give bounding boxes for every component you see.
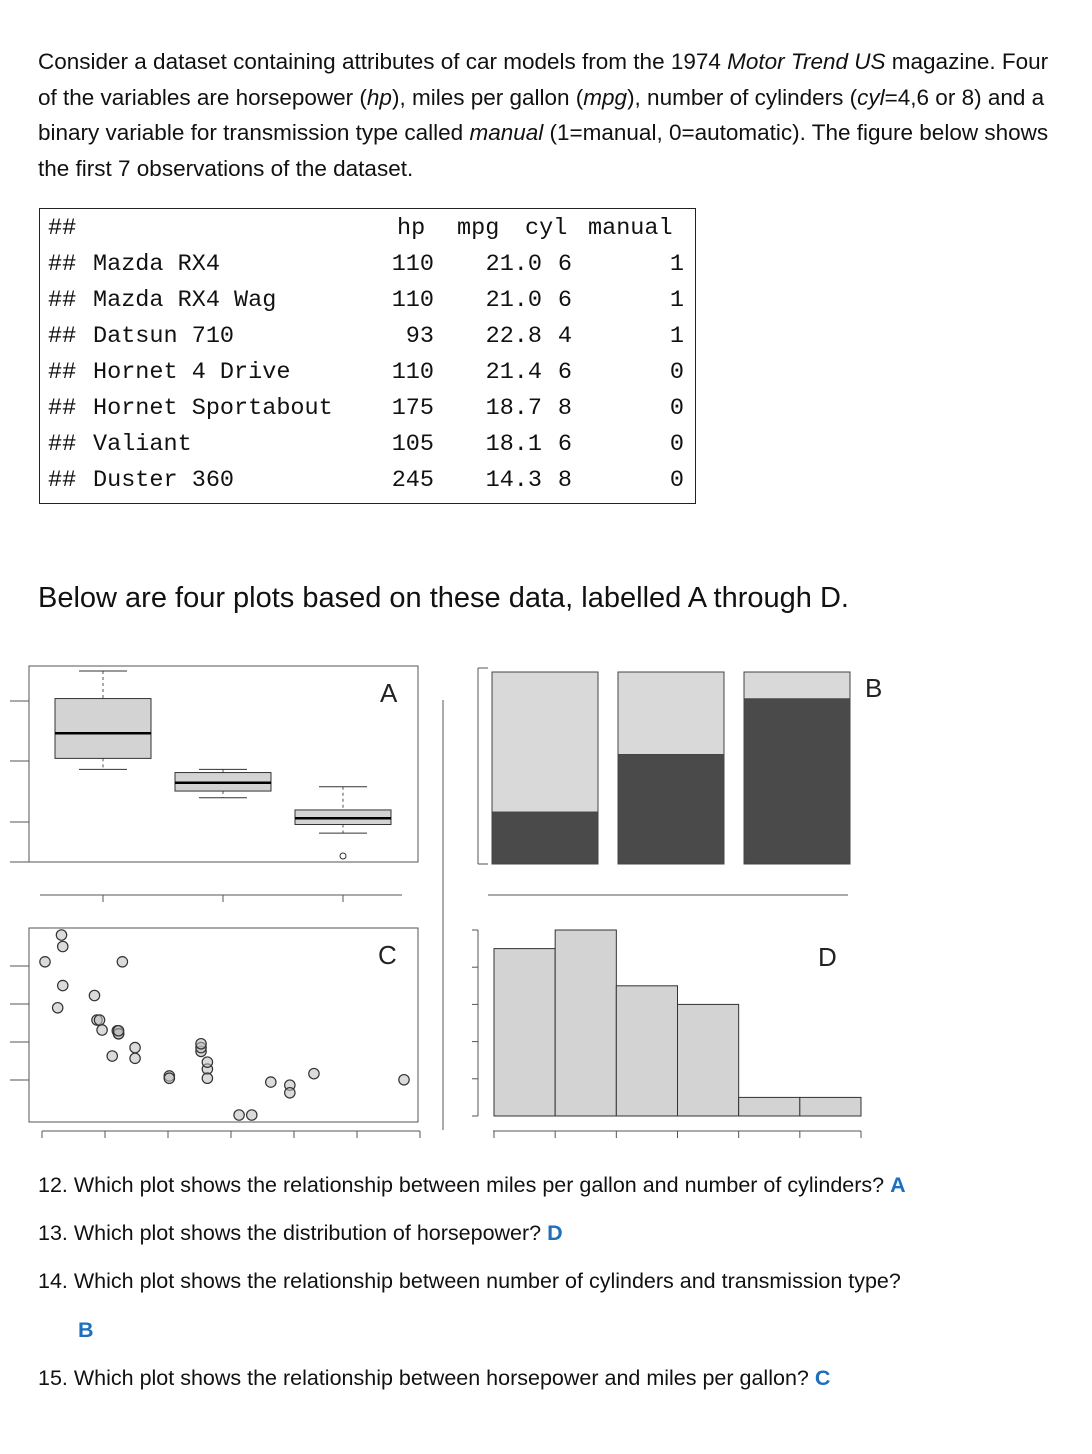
panel-c <box>10 928 420 1138</box>
cell-hp: 245 <box>391 467 434 494</box>
scatter-point <box>234 1110 244 1120</box>
var-mpg: mpg <box>583 84 628 110</box>
box-outlier <box>340 853 346 859</box>
var-manual: manual <box>469 120 544 145</box>
answer-14-line <box>78 1318 94 1343</box>
panel-a <box>10 666 418 902</box>
histogram-bar <box>555 930 616 1116</box>
comment-prefix: ## <box>48 323 77 350</box>
scatter-point <box>266 1077 276 1087</box>
histogram-bar <box>800 1097 861 1116</box>
panel-b <box>478 668 882 895</box>
scatter-point <box>285 1088 295 1098</box>
var-hp: hp <box>366 84 392 110</box>
scatter-point <box>196 1039 206 1049</box>
comment-prefix: ## <box>48 467 77 494</box>
cell-hp: 110 <box>391 287 434 314</box>
scatter-point <box>130 1042 140 1052</box>
cell-manual: 1 <box>669 251 684 278</box>
cell-mpg: 21.0 <box>485 287 543 314</box>
plots-figure <box>0 650 1092 1140</box>
scatter-point <box>309 1068 319 1078</box>
comment-prefix: ## <box>48 251 77 278</box>
panel-label-c: C <box>378 940 397 970</box>
bar-segment-automatic <box>618 755 724 864</box>
table-header-row <box>48 215 673 251</box>
bar-segment-manual <box>618 672 724 755</box>
scatter-point <box>164 1073 174 1083</box>
comment-prefix: ## <box>48 395 77 422</box>
intro-text: ), miles per gallon ( <box>391 84 584 110</box>
question-text: 13. Which plot shows the distribution of horsepower? <box>38 1221 542 1245</box>
scatter-point <box>117 957 127 967</box>
var-cyl: cyl <box>857 84 885 110</box>
panel-c-frame <box>29 928 418 1122</box>
panel-label-d: D <box>818 942 837 972</box>
row-name: Hornet Sportabout <box>93 395 333 422</box>
scatter-point <box>97 1025 107 1035</box>
cell-hp: 175 <box>391 395 434 422</box>
scatter-point <box>58 941 68 951</box>
scatter-point <box>40 957 50 967</box>
question-text: 14. Which plot shows the relationship between number of cylinders and transmission type? <box>38 1269 901 1293</box>
answer-13: D <box>547 1221 563 1245</box>
scatter-point <box>52 1003 62 1013</box>
cell-manual: 0 <box>669 467 684 494</box>
scatter-point <box>89 990 99 1000</box>
cell-cyl: 8 <box>557 395 572 422</box>
scatter-point <box>94 1015 104 1025</box>
row-name: Hornet 4 Drive <box>93 359 291 386</box>
answer-12: A <box>890 1173 906 1197</box>
cell-mpg: 21.0 <box>485 251 543 278</box>
header-manual: manual <box>588 215 673 242</box>
cell-manual: 1 <box>669 287 684 314</box>
cell-hp: 105 <box>391 431 434 458</box>
plots-intro: Below are four plots based on these data, labelled A through D. <box>38 582 849 614</box>
bar-segment-manual <box>744 672 850 699</box>
question-14 <box>38 1269 901 1294</box>
bar-segment-automatic <box>744 699 850 864</box>
cell-hp: 93 <box>405 323 435 350</box>
scatter-point <box>202 1073 212 1083</box>
panel-a-frame <box>29 666 418 862</box>
cell-manual: 0 <box>669 395 684 422</box>
histogram-bar <box>616 986 677 1116</box>
panel-d <box>472 930 861 1138</box>
histogram-bar <box>678 1004 739 1116</box>
scatter-point <box>399 1075 409 1085</box>
row-name: Mazda RX4 <box>93 251 220 278</box>
intro-text: Consider a dataset containing attributes of car models from the 1974 <box>38 49 728 74</box>
histogram-bar <box>739 1097 800 1116</box>
cell-cyl: 6 <box>557 359 572 386</box>
cell-hp: 110 <box>391 359 434 386</box>
bar-segment-manual <box>492 672 598 812</box>
comment-prefix: ## <box>48 287 77 314</box>
intro-text: ), number of cylinders ( <box>627 84 858 110</box>
panel-label-a: A <box>380 678 398 708</box>
header-cyl: cyl <box>525 215 568 242</box>
question-text: 12. Which plot shows the relationship between miles per gallon and number of cylinders? <box>38 1173 885 1197</box>
box-body <box>55 699 151 759</box>
cell-manual: 0 <box>669 431 684 458</box>
question-12 <box>38 1173 906 1198</box>
question-text: 15. Which plot shows the relationship between horsepower and miles per gallon? <box>38 1366 809 1390</box>
cell-mpg: 22.8 <box>485 323 543 350</box>
intro-text: =4,6 or 8) and a binary variable for transmission type called <box>38 84 1045 145</box>
scatter-point <box>58 980 68 990</box>
cell-cyl: 4 <box>557 323 572 350</box>
answer-14: B <box>78 1318 94 1342</box>
r-output-table <box>39 208 696 504</box>
answer-15: C <box>814 1366 831 1390</box>
cell-mpg: 18.1 <box>485 431 543 458</box>
bar-segment-automatic <box>492 812 598 864</box>
cell-hp: 110 <box>391 251 434 278</box>
scatter-point <box>113 1026 123 1036</box>
comment-prefix: ## <box>48 431 77 458</box>
intro-text: (1=manual, 0=automatic). The figure below shows the first 7 observations of the dataset. <box>38 120 1049 181</box>
row-name: Duster 360 <box>93 467 235 494</box>
comment-prefix: ## <box>48 215 77 242</box>
cell-mpg: 21.4 <box>485 359 543 386</box>
cell-cyl: 6 <box>557 431 572 458</box>
scatter-point <box>107 1051 117 1061</box>
scatter-point <box>130 1053 140 1063</box>
cell-mpg: 14.3 <box>485 467 543 494</box>
histogram-bar <box>494 949 555 1116</box>
cell-cyl: 8 <box>557 467 572 494</box>
intro-paragraph <box>38 44 1058 186</box>
scatter-point <box>247 1110 257 1120</box>
question-13 <box>38 1221 563 1246</box>
cell-manual: 1 <box>669 323 684 350</box>
cell-cyl: 6 <box>557 251 572 278</box>
magazine-name: Motor Trend US <box>727 49 886 74</box>
question-15 <box>38 1366 830 1391</box>
row-name: Valiant <box>93 431 192 458</box>
row-name: Datsun 710 <box>93 323 235 350</box>
header-hp: hp <box>397 215 426 242</box>
cell-mpg: 18.7 <box>485 395 543 422</box>
cell-cyl: 6 <box>557 287 572 314</box>
scatter-point <box>56 930 66 940</box>
row-name: Mazda RX4 Wag <box>93 287 277 314</box>
comment-prefix: ## <box>48 359 77 386</box>
panel-label-b: B <box>865 673 883 703</box>
scatter-point <box>202 1057 212 1067</box>
header-mpg: mpg <box>457 215 500 242</box>
intro-text: magazine. Four of the variables are horsepower ( <box>38 49 1049 110</box>
cell-manual: 0 <box>669 359 684 386</box>
